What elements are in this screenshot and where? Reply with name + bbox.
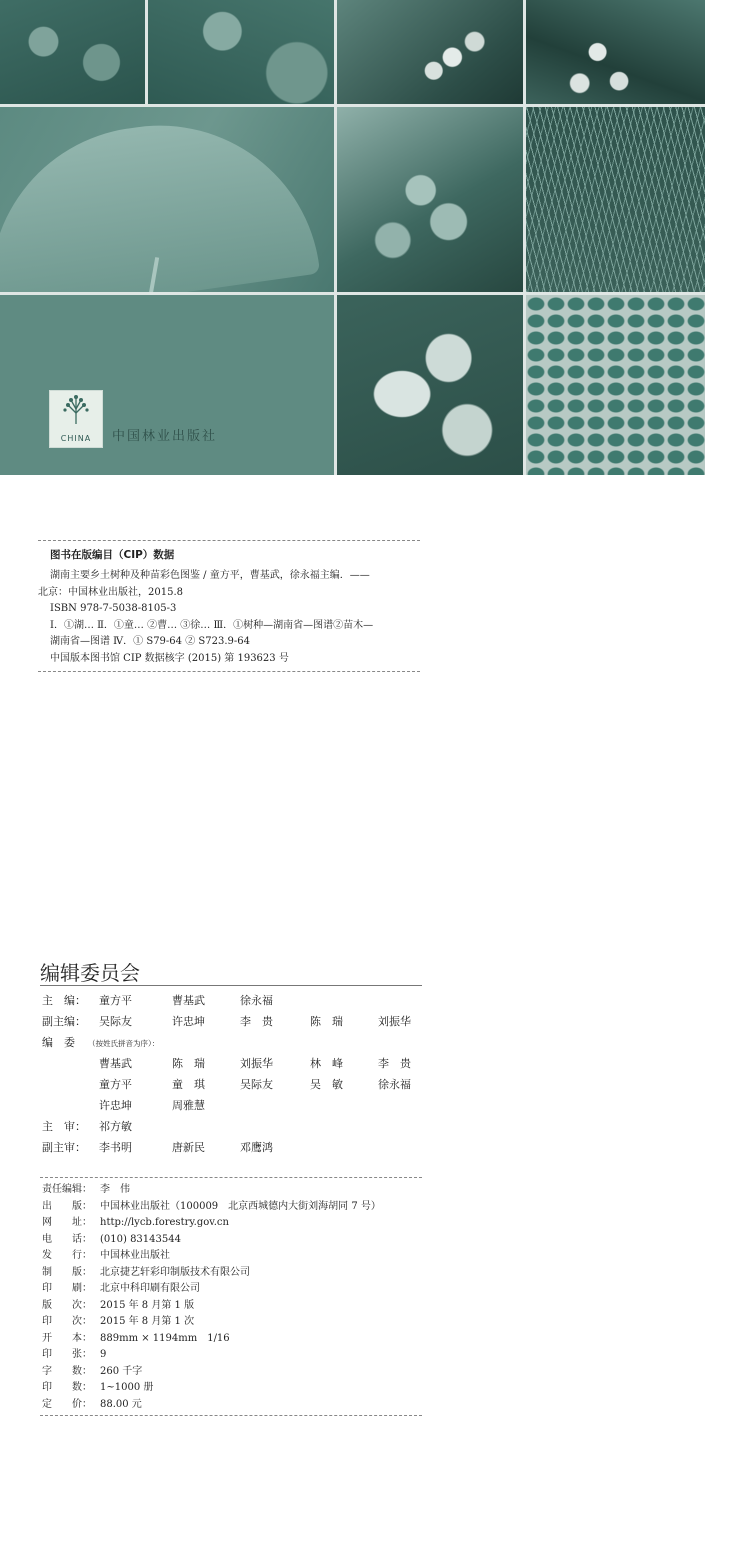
- board-member-name: 曹基武: [172, 994, 205, 1007]
- cover-tile-foliage: [0, 0, 145, 104]
- cover-tile-seeds: [526, 295, 705, 475]
- divider: [40, 985, 422, 986]
- board-member-name: 许忠坤: [99, 1099, 132, 1112]
- board-member-name: 徐永福: [240, 994, 273, 1007]
- pub-info-row: [40, 1314, 422, 1331]
- board-row: [40, 1032, 422, 1053]
- board-member-name: 吴 敏: [310, 1078, 343, 1091]
- pub-info-value: 中国林业出版社（100009 北京西城德内大街刘海胡同 7 号）: [100, 1200, 381, 1212]
- board-row: [40, 1074, 422, 1095]
- pub-info-value: 1~1000 册: [100, 1382, 154, 1393]
- pub-info-value: 李 伟: [100, 1184, 130, 1195]
- board-member-name: 童 琪: [172, 1078, 205, 1091]
- board-role: 副主编：: [42, 1015, 86, 1028]
- pub-info-row: [40, 1265, 422, 1282]
- board-member-name: 童方平: [99, 994, 132, 1007]
- pub-info-value: 88.00 元: [100, 1398, 142, 1410]
- pub-info-row: [40, 1232, 422, 1249]
- board-member-name: 陈 瑞: [172, 1057, 205, 1070]
- pub-info-label: 出 版：: [42, 1200, 92, 1212]
- cip-line: Ⅰ．①湖… Ⅱ．①童… ②曹… ③徐… Ⅲ．①树种—湖南省—图谱②苗木—: [50, 619, 374, 631]
- cip-line: 中国版本图书馆 CIP 数据核字 (2015) 第 193623 号: [50, 652, 289, 664]
- pub-info-value: 中国林业出版社: [100, 1250, 170, 1261]
- pub-info-row: [40, 1347, 422, 1364]
- board-row: [40, 1011, 422, 1032]
- cip-line: 湖南省—图谱 Ⅳ．① S79-64 ② S723.9-64: [50, 636, 250, 647]
- board-member-name: 祁方敏: [99, 1120, 132, 1133]
- board-member-name: 徐永福: [378, 1078, 411, 1091]
- pub-info-row: [40, 1380, 422, 1397]
- pub-info-label: 印 次：: [42, 1316, 92, 1327]
- cip-line: 湖南主要乡土树种及种苗彩色图鉴 / 童方平，曹基武，徐永福主编．——: [50, 570, 370, 581]
- pub-info-value: 260 千字: [100, 1365, 143, 1377]
- board-member-name: 林 峰: [310, 1057, 343, 1070]
- pub-info-row: [40, 1364, 422, 1381]
- pub-info-label: 网 址：: [42, 1217, 92, 1228]
- board-member-name: 李 贵: [240, 1015, 273, 1028]
- cover-tile-yew-berries: [337, 107, 523, 292]
- board-member-name: 吴际友: [240, 1078, 273, 1091]
- divider: [40, 1415, 422, 1416]
- board-member-name: 李 贵: [378, 1057, 411, 1070]
- pub-info-value: 2015 年 8 月第 1 版: [100, 1299, 195, 1311]
- pub-info-value: 2015 年 8 月第 1 次: [100, 1316, 195, 1327]
- logo-text: CHINA: [60, 434, 92, 443]
- board-title: 编辑委员会: [40, 961, 140, 985]
- cover-tile-plain: [0, 295, 334, 475]
- cover-tile-flowers: [337, 295, 523, 475]
- cip-line: 北京：中国林业出版社，2015.8: [38, 586, 183, 598]
- board-member-name: 周雅慧: [172, 1099, 205, 1112]
- cover-image: [0, 0, 705, 475]
- cip-block: [38, 540, 420, 672]
- pub-info-row: [40, 1331, 422, 1348]
- pub-info-value: 北京中科印刷有限公司: [100, 1283, 200, 1294]
- pub-info-label: 印 张：: [42, 1349, 92, 1360]
- board-note: （按姓氏拼音为序）：: [88, 1039, 160, 1048]
- cover-tile-conifer-needles: [526, 107, 705, 292]
- pub-info-label: 版 次：: [42, 1299, 92, 1311]
- board-row: [40, 1137, 422, 1158]
- pub-info-row: [40, 1248, 422, 1265]
- board-row: [40, 1053, 422, 1074]
- pub-info-label: 责任编辑：: [42, 1184, 92, 1195]
- pub-info-label: 电 话：: [42, 1233, 92, 1245]
- pub-info-label: 印 数：: [42, 1382, 92, 1393]
- pub-info-row: [40, 1281, 422, 1298]
- board-member-name: 陈 瑞: [310, 1015, 343, 1028]
- board-member-name: 许忠坤: [172, 1015, 205, 1028]
- pub-info-row: [40, 1298, 422, 1315]
- board-member-name: 刘振华: [378, 1015, 411, 1028]
- board-member-name: 刘振华: [240, 1057, 273, 1070]
- divider: [40, 1177, 422, 1178]
- board-role: 编 委: [42, 1036, 75, 1049]
- pub-info-value: 北京捷艺轩彩印制版技术有限公司: [100, 1266, 250, 1278]
- board-row: [40, 1116, 422, 1137]
- editorial-board: [40, 985, 422, 1158]
- pub-info-value: 889mm × 1194mm 1/16: [100, 1332, 230, 1344]
- board-role: 主 审：: [42, 1120, 86, 1133]
- pub-info-label: 字 数：: [42, 1365, 92, 1377]
- pub-info-row: [40, 1182, 422, 1199]
- cip-line: ISBN 978-7-5038-8105-3: [50, 603, 177, 614]
- board-row: [40, 1095, 422, 1116]
- board-role: 副主审：: [42, 1141, 86, 1154]
- pub-info-label: 开 本：: [42, 1332, 92, 1344]
- publisher-logo: [49, 390, 103, 448]
- pub-info-value: http://lycb.forestry.gov.cn: [100, 1217, 229, 1228]
- pub-info-label: 发 行：: [42, 1250, 92, 1261]
- pub-info-value: 9: [100, 1349, 107, 1360]
- board-member-name: 吴际友: [99, 1015, 132, 1028]
- tree-icon: [60, 395, 92, 425]
- board-member-name: 童方平: [99, 1078, 132, 1091]
- cover-tile-foliage-2: [148, 0, 334, 104]
- cover-tile-fruit-cluster: [526, 0, 705, 104]
- cover-publisher-name: 中国林业出版社: [112, 429, 218, 444]
- pub-info-value: (010) 83143544: [100, 1233, 181, 1245]
- cover-tile-fruit-branch: [337, 0, 523, 104]
- pub-info-row: [40, 1199, 422, 1216]
- pub-info-row: [40, 1215, 422, 1232]
- cip-title: 图书在版编目（CIP）数据: [50, 549, 175, 561]
- pub-info-label: 印 刷：: [42, 1283, 92, 1294]
- board-member-name: 唐新民: [172, 1141, 205, 1154]
- board-member-name: 邓鹰鸿: [240, 1141, 273, 1154]
- board-role: 主 编：: [42, 994, 86, 1007]
- board-member-name: 李书明: [99, 1141, 132, 1154]
- pub-info-label: 制 版：: [42, 1266, 92, 1278]
- pub-info-label: 定 价：: [42, 1398, 92, 1410]
- publication-info: [40, 1177, 422, 1416]
- pub-info-row: [40, 1397, 422, 1414]
- divider: [38, 540, 420, 541]
- board-row: [40, 990, 422, 1011]
- cover-tile-ginkgo-leaf: [0, 107, 334, 292]
- divider: [38, 671, 420, 672]
- board-member-name: 曹基武: [99, 1057, 132, 1070]
